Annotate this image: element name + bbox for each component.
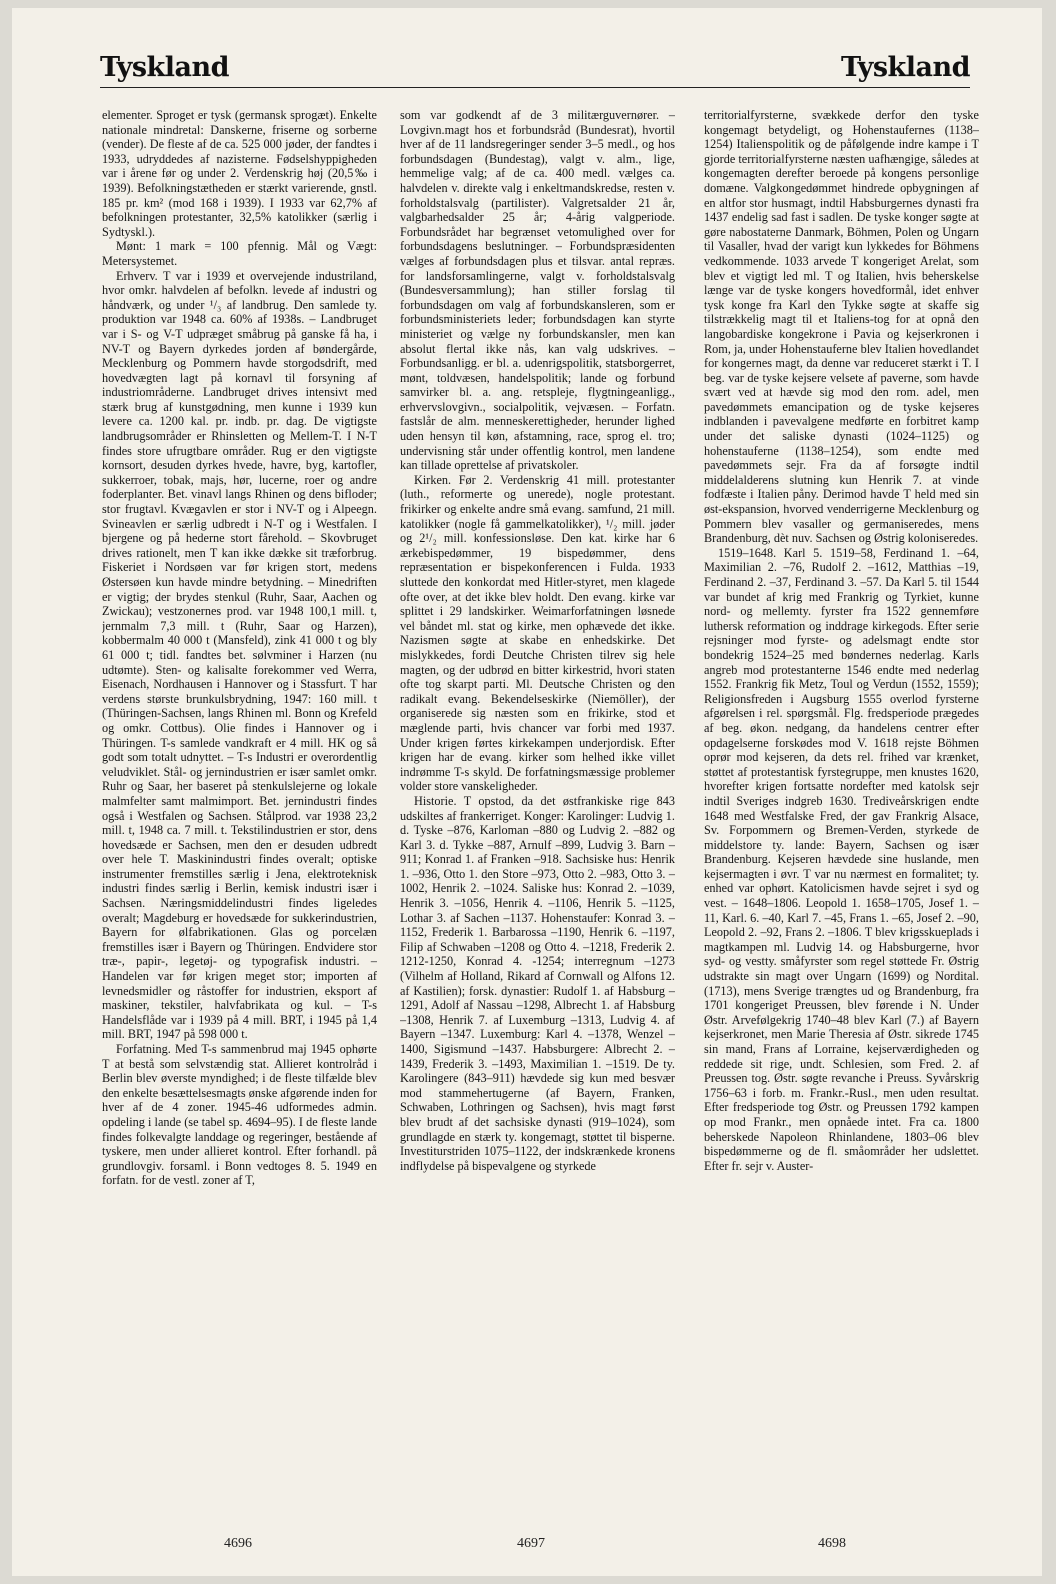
column-2: [400, 108, 675, 1506]
book-page: [12, 8, 1042, 1576]
paragraph: territorialfyrsterne, svækkede derfor den tyske kongemagt betydeligt, og Hohenstaufernes (1138–1254) Italienspolitik og de påfølgende indre kampe i T gjorde territorialfyrsterne næsten uafhængige, således at kongemagten derefter beroede på kongens personlige domæne. Valgkongedømmet hindrede opbygningen af en altfor stor husmagt, indtil Habsburgernes dynasti fra 1437 endelig sad fast i sadlen. De tyske konger søgte at gøre nabostaterne Danmark, Böhmen, Polen og Ungarn til Vasaller, hvad der varigt kun lykkedes for Böhmens vedkommende. 1033 arvede T kongeriget Arelat, som blev et vigtigt led ml. T og Italien, hvis beherskelse længe var de tyske kongers hovedformål, idet enhver tysk konge fra Karl den Tykke søgte at skaffe sig tilstrækkelig magt til et Italiens-tog for at opnå den langobardiske kongekrone i Pavia og kejserkronen i Rom, ja, under Hohenstauferne blev Italien hovedlandet for kongernes magt, da denne var reduceret stærkt i T. I beg. var de tyske kejsere velsete af paverne, som havde svært ved at hævde sig mod den rom. adel, men pavedømmets emancipation og de tyske kejseres indblanden i pavevalgene medførte en forbitret kamp under det saliske dynasti (1024–1125) og hohenstauferne (1138–1254), som endte med pavedømmets sejr. Fra da af forsøgte indtil middelalderens slutning kun Henrik 7. at vinde fodfæste i Italien påny. Derimod havde T held med sin øst-ekspansion, hvorved venderrigerne Mecklenburg og Pommern blev vasaller og germaniseredes, mens Brandenburg, dèt nuv. Sachsen og Østrig koloniseredes.: [704, 108, 979, 546]
paragraph: Erhverv. T var i 1939 et overvejende industriland, hvor omkr. halvdelen af befolkn. levede af industri og håndværk, og under ¹/₃ af landbrug. Den samlede ty. produktion var 1948 ca. 60% af 1938s. – Landbruget var i S- og V-T udpræget småbrug på ganske få ha, i NV-T og Bayern dyrkedes jorden af bøndergårde, Mecklenburg og Pommern havde storgodsdrift, med hovedvægten lagt på kornavl til forsyning af industriområderne. Landbruget drives intensivt med stærk brug af kunstgødning, men kunne i 1939 kun levere ca. 1200 kal. pr. indb. pr. dag. De vigtigste landbrugsområder er Rhinsletten og Mellem-T. I N-T findes store ufrugtbare områder. Rug er den vigtigste kornsort, desuden dyrkes hvede, havre, byg, kartofler, sukkerroer, tobak, majs, hør, lucerne, roer og andre foderplanter. Bet. vinavl langs Rhinen og dens bifloder; stor frugtavl. Kvægavlen er stor i NV-T og i Alpeegn. Svineavlen er særlig udbredt i N-T og i Westfalen. I bjergene og på hederne stort fårehold. – Skovbruget drives rationelt, men T kan ikke dække sit træforbrug. Fiskeriet i Nordsøen var før krigen stort, medens Østersøen kun havde mindre betydning. – Minedriften er vigtig; der brydes stenkul (Ruhr, Saar, Aachen og Zwickau); vestzonernes prod. var 1948 100,1 mill. t, jernmalm 7,3 mill. t (Ruhr, Saar og Harzen), kobbermalm 40 000 t (Mansfeld), zink 41 000 t og bly 61 000 t; tidl. fandtes bet. sølvminer i Harzen (nu udtømte). Sten- og kalisalte forekommer ved Werra, Eisenach, Nordhausen i Hannover og i Stassfurt. T har verdens største brunkulsbrydning, 1947: 160 mill. t (Thüringen-Sachsen, langs Rhinen ml. Bonn og Krefeld og omkr. Cottbus). Olie findes i Hannover og i Thüringen. T-s samlede vandkraft er 4 mill. HK og så godt som totalt udnyttet. – T-s Industri er overordentlig veludviklet. Stål- og jernindustrien er især samlet omkr. Ruhr og Saar, her baseret på stenkulslejerne og lokale malmfelter samt malmimport. Bet. jernindustri findes også i Westfalen og Sachsen. Stålprod. var 1938 23,2 mill. t, 1948 ca. 7 mill. t. Tekstilindustrien er stor, dens hovedsæde er Sachsen, men den er desuden udbredt over hele T. Maskinindustri findes overalt; optiske instrumenter fremstilles særlig i Jena, elektroteknisk industri findes særlig i Berlin, kemisk industri især i Sachsen. Næringsmiddelindustri findes ligeledes overalt; Magdeburg er hovedsæde for sukkerindustrien, Bayern for ølfabrikationen. Glas og porcelæn fremstilles især i Bayern og Thüringen. Endvidere stor træ-, papir-, legetøj- og typografisk industri. – Handelen var før krigen meget stor; importen af levnedsmidler og råstoffer for industrien, eksport af maskiner, tekstiler, halvfabrikata og kul. – T-s Handelsflåde var i 1939 på 4 mill. BRT, i 1945 på 1,4 mill. BRT, 1947 på 598 000 t.: [102, 268, 377, 1042]
column-1: [102, 108, 377, 1506]
paragraph: Forfatning. Med T-s sammenbrud maj 1945 ophørte T at bestå som selvstændig stat. Allieret kontrolråd i Berlin blev øverste myndighed; i de fleste tilfælde blev den enkelte besættelsesmagts ønske afgørende inden for hver af de 4 zoner. 1945-46 udformedes admin. opdeling i lande (se tabel sp. 4694–95). I de fleste lande findes folkevalgte landdage og regeringer, bestående af tyskere, men under allieret kontrol. Efter forhandl. på grundlovgiv. forsaml. i Bonn vedtoges 8. 5. 1949 en forfatn. for de vestl. zoner af T,: [102, 1042, 377, 1188]
page-number-middle: 4697: [517, 1536, 545, 1551]
page-number-right: 4698: [818, 1536, 846, 1551]
header-title-left: Tyskland: [100, 52, 229, 83]
paragraph: som var godkendt af de 3 militærguvernører. – Lovgivn.magt hos et forbundsråd (Bundesrat), hvortil hver af de 11 landsregeringer sender 3–5 medl., og hos forbundsdagen (Bundestag), valgt v. alm., lige, hemmelige valg; af de ca. 400 medl. vælges ca. halvdelen v. direkte valg i enkeltmandskredse, resten v. forholdstalsvalg (partilister). Valgretsalder 21 år, valgbarhedsalder 25 år; 4-årig valgperiode. Forbundsrådet har begrænset vetomulighed over for forbundsdagens beslutninger. – Forbundspræsidenten vælges af forbundsdagen plus et tilsvar. antal repræs. for landsforsamlingerne, valgt v. forholdstalsvalg (Bundesversammlung); han stiller forslag til forbundsdagen om valg af forbundskansleren, som er forbundsministeriets leder; forbundsdagen kan styrte ministeriet og vælge ny forbundskansler, men kan absolut flertal ikke nås, kan valg udskrives. – Forbundsanligg. er bl. a. udenrigspolitik, statsborgerret, mønt, toldvæsen, handelspolitik; lande og forbund samvirker bl. a. ang. retspleje, flygtningeanligg., erhvervslovgivn., socialpolitik, vejvæsen. – Forfatn. fastslår de alm. menneskerettigheder, herunder lighed uden hensyn til køn, afstamning, race, sprog el. tro; undervisning står under offentlig kontrol, men landene kan tillade oprettelse af privatskoler.: [400, 108, 675, 473]
paragraph: elementer. Sproget er tysk (germansk sprogæt). Enkelte nationale mindretal: Danskerne, friserne og sorberne (vender). De fleste af de ca. 525 000 jøder, der fandtes i 1933, udryddedes af nazisterne. Fødselshyppigheden var i årene før og under 2. Verdenskrig høj (20,5‰ i 1939). Befolkningstætheden er stærkt varierende, gnstl. 185 pr. km² (mod 168 i 1939). I 1933 var 62,7% af befolkningen protestanter, 32,5% katolikker (særlig i Sydtyskl.).: [102, 108, 377, 239]
page-number-left: 4696: [224, 1536, 252, 1551]
header-title-right: Tyskland: [841, 52, 970, 83]
paragraph: Mønt: 1 mark = 100 pfennig. Mål og Vægt: Metersystemet.: [102, 239, 377, 268]
header-rule: [100, 87, 970, 88]
paragraph: Kirken. Før 2. Verdenskrig 41 mill. protestanter (luth., reformerte og unerede), nogle protestant. frikirker og enkelte andre små evang. samfund, 21 mill. katolikker (nogle få gammelkatolikker), ¹/₂ mill. jøder og 2¹/₂ mill. konfessionsløse. Den kat. kirke har 6 ærkebispedømmer, 19 bispedømmer, dens repræsentation er bispekonferencen i Fulda. 1933 sluttede den konkordat med Hitler-styret, men klagede ofte over, at det ikke blev holdt. Den evang. kirke var splittet i 29 landskirker. Weimarforfatningen løsnede vel båndet ml. stat og kirke, men ophævede det ikke. Nazismen søgte at skabe en enhedskirke. Det mislykkedes, fordi Deutche Christen tilrev sig hele magten, og der udbrød en bitter kirkestrid, hvori staten ofte tog skarpt parti. Ml. Deutsche Christen og den radikalt evang. Bekendelseskirke (Niemöller), der organiserede sig næsten som en frikirke, stod et mæglende parti, hvis chancer var forbi med 1937. Under krigen førtes kirkekampen underjordisk. Efter krigen har de evang. kirker som helhed ikke villet indrømme T-s skyld. De forfatningsmæssige problemer volder store vanskeligheder.: [400, 472, 675, 794]
column-3: [704, 108, 979, 1506]
paragraph: Historie. T opstod, da det østfrankiske rige 843 udskiltes af frankerriget. Konger: Karolinger: Ludvig 1. d. Tyske –876, Karloman –880 og Ludvig 2. –882 og Karl 3. d. Tykke –887, Arnulf –899, Ludvig 3. Barn –911; Konrad 1. af Franken –918. Sachsiske hus: Henrik 1. –936, Otto 1. den Store –973, Otto 2. –983, Otto 3. –1002, Henrik 2. –1024. Saliske hus: Konrad 2. –1039, Henrik 3. –1056, Henrik 4. –1106, Henrik 5. –1125, Lothar 3. af Sachen –1137. Hohenstaufer: Konrad 3. –1152, Frederik 1. Barbarossa –1190, Henrik 6. –1197, Filip af Schwaben –1208 og Otto 4. –1218, Frederik 2. 1212-1250, Konrad 4. -1254; interregnum –1273 (Vilhelm af Holland, Rikard af Cornwall og Alfons 12. af Kastilien); forsk. dynastier: Rudolf 1. af Habsburg –1291, Adolf af Nassau –1298, Albrecht 1. af Habsburg –1308, Henrik 7. af Luxemburg –1313, Ludvig 4. af Bayern –1347. Luxemburg: Karl 4. –1378, Wenzel –1400, Sigismund –1437. Habsburgere: Albrecht 2. –1439, Frederik 3. –1493, Maximilian 1. –1519. De ty. Karolingere (843–911) hævdede sig kun med besvær mod stammehertugerne (af Bayern, Franken, Schwaben, Lothringen og Sachsen), hvis magt først blev brudt af det sachsiske dynasti (919–1024), som grundlagde en stærk ty. kongemagt, støttet til bisperne. Investiturstriden 1075–1122, der indskrænkede kronens indflydelse på bispevalgene og styrkede: [400, 793, 675, 1173]
paragraph: 1519–1648. Karl 5. 1519–58, Ferdinand 1. –64, Maximilian 2. –76, Rudolf 2. –1612, Matthias –19, Ferdinand 2. –37, Ferdinand 3. –57. Da Karl 5. til 1544 var bundet af krig med Frankrig og Tyrkiet, kunne nord- og mellemty. fyrster fra 1522 gennemføre luthersk reformation og inddrage kirkegods. Efter serie rejsninger mod fyrste- og adelsmagt endte stor bondekrig 1524–25 med bøndernes nederlag. Karls angreb mod protestanterne 1546 endte med nederlag 1552. Frankrig fik Metz, Toul og Verdun (1552, 1559); Religionsfreden i Augsburg 1555 overlod fyrsterne afgørelsen i rel. spørgsmål. Flg. fredsperiode prægedes af beg. økon. nedgang, da handelens centrer efter opdagelserne forskødes mod V. 1618 rejste Böhmen oprør mod kejseren, da dets rel. frihed var krænket, støttet af protestantisk fyrstegruppe, men knustes 1620, hvorefter krigen fortsatte nordefter med katolsk sejr indtil Sveriges indgreb 1630. Trediveårskrigen endte 1648 med Westfalske Fred, der gav Frankrig Alsace, Sv. Forpommern og Bremen-Verden, styrkede de middelstore ty. lande: Bayern, Sachsen og især Brandenburg. Kejseren hævdede sine huslande, men kejsermagten i øvr. T var nu nærmest en formalitet; ty. enhed var ophørt. Katolicismen havde sejret i syd og vest. – 1648–1806. Leopold 1. 1658–1705, Josef 1. –11, Karl. 6. –40, Karl 7. –45, Frans 1. –65, Josef 2. –90, Leopold 2. –92, Frans 2. –1806. T blev krigsskueplads i magtkampen ml. Ludvig 14. og Habsburgerne, hvor syd- og vestty. småfyrster som regel støttede Fr. Østrig udstrakte sin magt over Ungarn (1699) og Nordital. (1713), mens Sverige trængtes ud og Brandenburg, fra 1701 kongeriget Preussen, blev førende i N. Under Østr. Arvefølgekrig 1740–48 blev Karl (7.) af Bayern kejserkronet, men Marie Theresia af Østr. sikrede 1745 sin mand, Frans af Lorraine, kejserværdigheden og reddede sit rige, undt. Schlesien, som Fred. 2. af Preussen tog. Østr. søgte revanche i Preuss. Syvårskrig 1756–63 i forb. m. Frankr.-Rusl., men uden resultat. Efter fredsperiode tog Østr. og Preussen 1792 kampen op mod Frankr., men opnåede intet. Fra ca. 1800 beherskede Napoleon Rhinlandene, 1803–06 blev bispedømmerne og de fl. småområder her udslettet. Efter fr. sejr v. Auster-: [704, 545, 979, 1173]
